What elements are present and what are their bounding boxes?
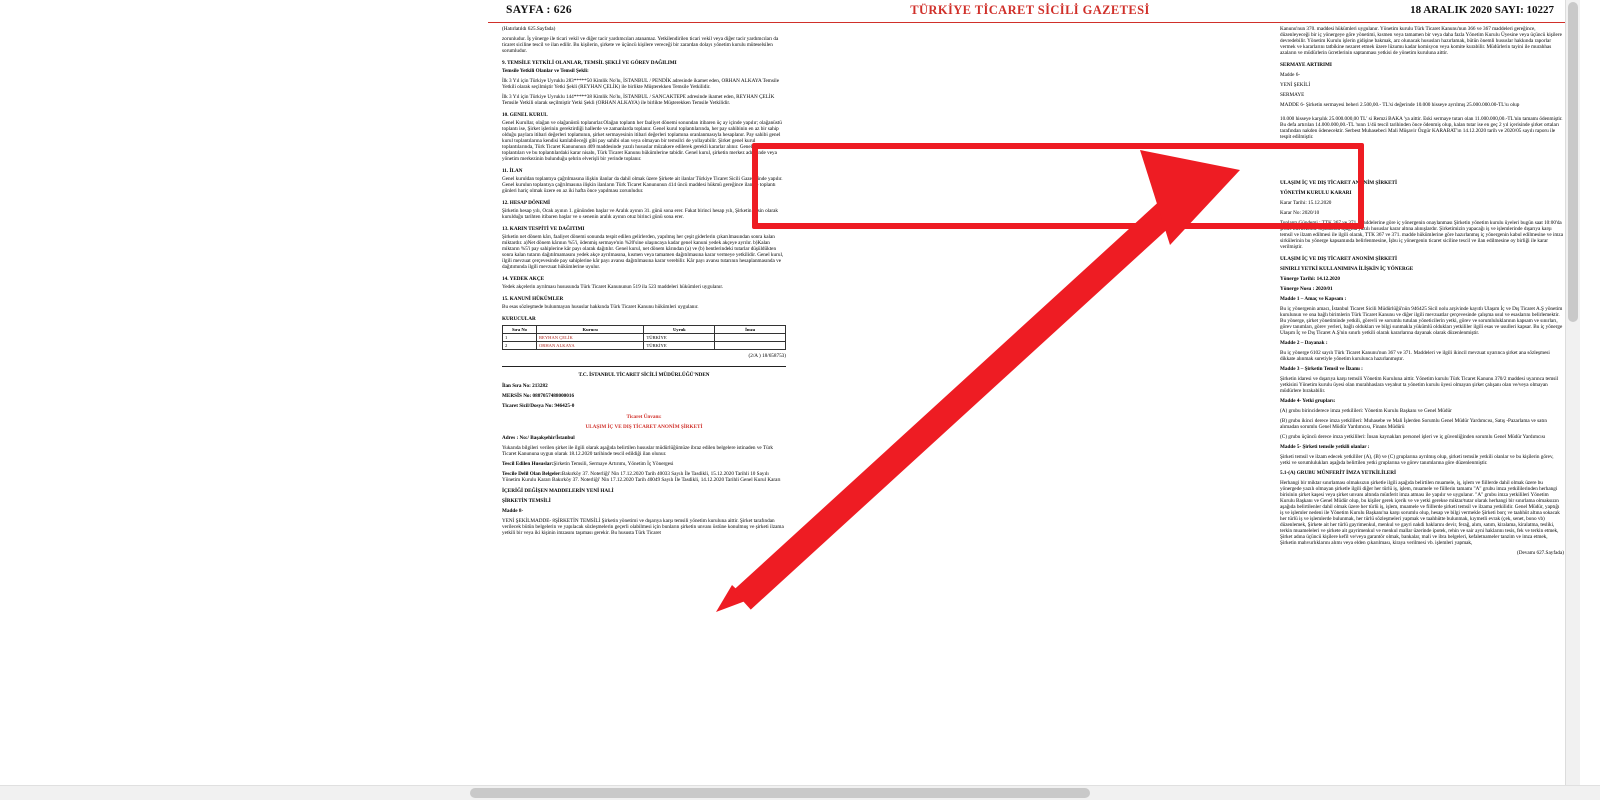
article-5-title: Madde 5- Şirketi temsile yetkili olanlar : bbox=[1280, 444, 1370, 450]
new-form-label: YENİ ŞEKİLİ bbox=[1280, 82, 1311, 88]
section-10-title: 10. GENEL KURUL bbox=[502, 112, 548, 118]
section-12-p1: Şirketin hesap yılı, Ocak ayının 1. gününden başlar ve Aralık ayının 31. günü sona erer. Fakat birinci hesap yılı, Şirketin kesin olarak kurulduğu tarihten itibaren başlar ve o senenin aralık ayının otuz birinci günü sona erer. bbox=[502, 208, 779, 220]
cell-imza bbox=[715, 342, 786, 350]
th-kurucu: Kurucu bbox=[536, 326, 644, 334]
ticaret-sicil-no: Ticaret Sicil/Dosya No: 946425-0 bbox=[502, 403, 575, 409]
article-1-text: Bu iç yönergenin amacı, İstanbul Ticaret Sicili Müdürlüğü'nün 946425 Sicil nolu arşivinde kayıtlı Ulaşım İç ve Dış Ticaret A.Ş yönetim kurulunun ve ona bağlı birimlerin Türk Ticaret Kanunu ve diğer ilgili mevzuatlar çerçevesinde çalışma usul ve esaslarını belirlemektir. Bu yönerge, şirket yönetiminde yetkili, görevli ve sorumlu tutulan yöneticilerin yetki, görev ve sorumluluklarının kapsam ve sınırları, görev tanımları, görev yerleri, bağlı oldukları ve bilgi sunmakla yükümlü oldukları yetkililer ilgili esas ve usulleri kapsar. Bu iç yönerge Ulaşım İç ve Dış Ticaret A.Ş'nin sınırlı yetkili olarak kararlarına dayanak olarak düzenlenmiştir. bbox=[1280, 306, 1563, 336]
founders-title: KURUCULAR bbox=[502, 316, 536, 322]
cell-imza bbox=[715, 334, 786, 342]
section-9-p1: İlk 3 Yıl için Türkiye Uyruklu 283*****50 Kimlik No'lu, İSTANBUL / PENDİK adresinde ikamet eden, ORHAN ALKAYA Temsile Yetkili olarak seçilmiştir Yetki Şekli (REYHAN ÇELİK) ile birlikte Müşterekken Temsile Yetkilidir. bbox=[502, 78, 780, 90]
resolution-body: Toplantı Gündemi : TTK 367 ve 371. Maddelerine göre iç yönergenin onaylanması Şirketin yönetim kurulu üyeleri bugün saat 10:00'da şirket merkezinde toplanarak aşağıda yazılı hususlar karar altına alınışlardır. Şirketimizin yapacağı iş ve işlemlerinde dışarıya karşı temsil ve ilzam edilmesi ile ilgili olarak, TTK 367 ve 371. madde hükümlerine göre hazırlanmış iç yönergenin kabul edilmesine ve imza sirkülerinin bu yönerge kapsamında belirlenmesine, İşbu iç yönergenin ticaret siciline tescil ve ilan edilmesine oy birliği ile karar verilmiştir. bbox=[1280, 220, 1564, 250]
section-15-p1: Bu esas sözleşmede bulunmayan hususlar hakkında Türk Ticaret Kanunu hükümleri uygulanır. bbox=[502, 304, 699, 310]
section-11-title: 11. İLAN bbox=[502, 168, 523, 174]
ilan-sira-no: İlan Sıra No: 213282 bbox=[502, 383, 548, 389]
registry-office-title: T.C. İSTANBUL TİCARET SİCİLİ MÜDÜRLÜĞÜ'NDEN bbox=[578, 372, 710, 378]
evidence-docs-label: Tescile Delil Olan Belgeler: bbox=[502, 471, 562, 477]
article-5-1-title: 5.1-(A) GRUBU MÜNFERİT İMZA YETKİLİLERİ bbox=[1280, 470, 1397, 476]
highlighted-capital-paragraph: 10.000 hisseye karşılık 25.000.000,00 TL' si Remzi BAKA 'ya aittir. Eski sermaye tutarı olan 11.000.000,00.-TL'nin tamamı ödenmiştir. Bu defa artırılan 14.000.000,00.-TL 'nınn 1/4ü tescil tarihinden önce ödenmiş olup, kalan tutar ise en geç 2 yıl içerisinde şirket ortaları tarafından nakden ödenecektir. Serbest Muhasebeci Mali Müşavir Özgür KARABAT'ın 14.12.2020 tarih ve 2020/05 sayılı raporu ile tespit edilmiştir. bbox=[1280, 116, 1563, 140]
section-13-p1: Şirketin net dönem kârı, faaliyet dönemi sonunda tespit edilen gelirlerden, yapılmış her çeşit giderlerin çıkarılmasından sonra kalan miktardır. a)Net dönem kârının %5'i, ödenmiş sermaye'nin %20'sine ulaşıncaya kadar genel kanuni yedek akçeye ayrılır. b)Kalan miktarın %5'i pay sahiplerine kâr payı olarak dağıtılır. Genel kurul, net dönem kârından (a) ve (b) bentlerindeki tutarlar düşüldükten sonra kalan tutarın dağıtılmamasını yedek akçe ayrılmasına, kısmen veya tamamen dağıtılmasına karar vermeye yetkilidir. Genel kurul, ilgili mevzuat çerçevesinde pay sahiplerine kâr payı avansı dağıtılmasına karar verebilir. Kâr payı avansı tutarının hesaplanmasında ve dağıtımında ilgili mevzuat hükümlerine uyulur. bbox=[502, 234, 784, 270]
address-label: Adres : No:/ Başakşehir/İstanbul bbox=[502, 435, 575, 441]
vertical-scrollbar[interactable] bbox=[1565, 0, 1580, 786]
section-11-p1: Genel kuruldan toplantıya çağrılmasına ilişkin ilanlar da dahil olmak üzere Şirkete ait ilanlar Türkiye Ticaret Sicili Gazetesinde yapılır. Genel kurulun toplantıya çağrılmasına ilişkin ilanların Türk Ticaret Kanununun 414 üncü maddesi hükmü gereğince ilan ve toplantı günleri hariç olmak üzere en az iki hafta önce yapılması zorunludur. bbox=[502, 176, 783, 194]
registered-matters-value: Şirketin Temsili, Sermaye Artırımı, Yönetim İç Yönergesi bbox=[553, 461, 674, 467]
gazette-title: TÜRKİYE TİCARET SİCİLİ GAZETESİ bbox=[910, 3, 1150, 17]
resolution-date: Karar Tarihi: 15.12.2020 bbox=[1280, 200, 1332, 206]
left-intro-paragraph: zorunludur. İş yönerge ile ticari vekil ve diğer tacir yardımcıları atanamaz. Yetkilendirilen ticari vekil veya diğer tacir yardımcıları da ticaret siciline tescil ve ilan edilir. Bu kişilerin, şirkete ve üçüncü kişilere vereceği bir zarardan dolayı yönetim kurulu müteselsilen sorumludur. bbox=[502, 36, 779, 54]
founders-table bbox=[502, 325, 786, 350]
page-number-label: SAYFA : 626 bbox=[506, 4, 572, 16]
gazette-header bbox=[488, 2, 1572, 23]
horizontal-scrollbar[interactable] bbox=[0, 785, 1600, 800]
cell-sira: 1 bbox=[503, 334, 537, 342]
capital-increase-title: SERMAYE ARTIRIMI bbox=[1280, 62, 1332, 68]
cell-kurucu: ORHAN ALKAYA bbox=[536, 342, 644, 350]
changed-articles-title: İÇERİĞİ DEĞİŞEN MADDELERİN YENİ HALİ bbox=[502, 488, 614, 494]
column-divider bbox=[502, 366, 786, 367]
footer-code: (2/A ) 18/658753) bbox=[748, 353, 786, 359]
section-12-title: 12. HESAP DÖNEMİ bbox=[502, 200, 550, 206]
section-9-p2: İlk 3 Yıl için Türkiye Uyruklu 144*****38 Kimlik No'lu, İSTANBUL / SANCAKTEPE adresinde ikamet eden, REYHAN ÇELİK Temsile Yetkili olarak seçilmiştir Yetki Şekli (ORHAN ALKAYA) ile birlikte Müşterekken Temsile Yetkilidir. bbox=[502, 94, 775, 106]
resolution-number: Karar No: 2020/10 bbox=[1280, 210, 1320, 216]
mersis-no: MERSİS No: 0887057488000016 bbox=[502, 393, 575, 399]
article-5-1-text: Herhangi bir miktar sınırlaması olmaksızın şirketle ilgili aşağıda belirtilen muamele, iş, işlem ve fiillerde dahil olmak üzere bu yönergede yazılı olmayan şirketle ilgili diğer her türlü iş, işlem, muamele ve fiillerin tamamı "A" grubu imza yetkililerinden herhangi birisinin şirket kaşesi veya şirket unvanı altında münferit imza atması ile yapılır ve uygulanır. "A" grubu imza yetkilileri Yönetim Kurulu Başkanı ve Genel Müdür olup, bu kişiler gerek içerik ve ve yetki gerekse miktar/tutar olarak herhangi bir sınırlama olmaksızın aşağıda belirtilenler dahil olmak üzere her türlü iş, işlem, muamele ve fiillerde şirketi temsil ve ilzama yetkilidir. Genel Müdür, yaptığı iş ve işlemler nedeni ile Yönetim Kurulu Başkanı'na karşı sorumlu olup, hesap ve bilgi vermekle Şirketi borç ve taahhüt altına sokacak her türlü iş ve işlemlerde bulunmak, her türlü sözleşmeleri yapmak ve taahhütte bulunmak, kıymetli evrak (çek, senet, bono vb) düzenlemek, Şirkete ait her türlü gayrimenkul, menkul ve gayri nakdi haklarını devir, ferağ, alım, satım, kiralama, kiralatma, tesliki, terkin muameleleri ve şirkete ait gayrimenkul ve menkul mallar üzerinde ipotek, rehin ve sair ayni haklarını tesis, fek ve terkin etmek, Şirket adına üçüncü kişilere kefil ve/veya garantör olmak, bankalar, mali ve ibra belgeleri, kefaletnameler tanzim ve imza etmek, Şirketin mahvurlıklarını alımı veya elden çıkarılması, kiraya verilmesi vb. işlemleri yapmak, bbox=[1280, 480, 1560, 546]
article-4-group-c: (C) grubu üçüncü derece imza yetkilileri: İnsan kaynakları personel işleri ve iç güvenliğinden sorumlu Genel Müdür Yardımcısı bbox=[1280, 434, 1546, 440]
article-6-text: MADDE 6- Şirketin sermayesi beheri 2.500,00.- TL'si değerinde 10.000 hisseye ayrılmış 25.000.000.00-TL'sı olup bbox=[1280, 102, 1520, 108]
article-5-text: Şirketi temsil ve ilzam edecek yetkililer (A), (B) ve (C) gruplarına ayrılmış olup, şirketi temsile yetkili olanlar ve bu kişilerin görev, yetki ve sorumlulukları aşağıda belirtilen yetki gruplarına ve görev tanımlarına göre düzenlenmiştir. bbox=[1280, 454, 1554, 466]
article-8-new-text: YENİ ŞEKİLMADDE- 8ŞİRKETİN TEMSİLİ Şirketin yönetimi ve dışarıya karşı temsili yönetim kuruluna aittir. Şirket tarafından verilecek bütün belgelerin ve yapılacak sözleşmelerin geçerli olabilmesi için bunların şirketin unvanı üstüne konulmuş ve şirketi ilzama yetkili bir veya iki kişinin imzasını taşıması gerekir. Bu hususta Türk Ticaret bbox=[502, 518, 784, 536]
article-4-title: Madde 4- Yetki grupları: bbox=[1280, 398, 1336, 404]
table-row bbox=[503, 334, 786, 342]
cell-kurucu: REYHAN ÇELİK bbox=[536, 334, 644, 342]
table-row bbox=[503, 342, 786, 350]
cell-uyruk: TÜRKİYE bbox=[644, 342, 715, 350]
section-14-title: 14. YEDEK AKÇE bbox=[502, 276, 545, 282]
gazette-page bbox=[480, 0, 1580, 786]
directive-date: Yönerge Tarihi: 14.12.2020 bbox=[1280, 276, 1340, 282]
section-10-p1: Genel Kurullar, olağan ve olağanüstü toplanırlar.Olağan toplantı her faaliyet dönemi sonundan itibaren üç ay içinde yapılır; olağanüstü toplantı ise, Şirket işlerinin gerektirdiği hallerde ve zamanlarda toplanır. Genel kurul toplantılarında, her pay sahibinin en az bir sahip olduğu paylara itibari değerleri toplamının, şirket sermayesinin itibari değerleri toplamına oranlanmasıyla hesaplanır. Pay sahibi genel kurul toplantılarına kendisi katılabileceği gibi pay sahibi olan veya olmayan bir temsilci de yollayabilir. Şirket genel kurul toplantılarında, Türk Ticaret Kanununun 409 maddesinde yazılı hususlar müzakere edilerek gerekli kararlar alınır. Genel kurul toplantıları ve bu toplantılardaki karar nisabı, Türk Ticaret Kanunu hükümlerine tabidir. Genel kurul, şirketin merkez adresinde veya yönetim merkezinin bulunduğu şehrin elverişli bir yerinde toplanır. bbox=[502, 120, 782, 162]
company-representation-title: ŞİRKETİN TEMSİLİ bbox=[502, 498, 551, 504]
vertical-scrollbar-thumb[interactable] bbox=[1568, 2, 1578, 322]
article-2-text: Bu iç yönerge 6102 sayılı Türk Ticaret Kanunu'nun 367 ve 371. Maddeleri ve ilgili ikincil mevzuat uyarınca şirket ana sözleşmesi dikkate alınmak suretiyle yönetim kurulunca hazırlanmıştır. bbox=[1280, 350, 1550, 362]
right-column bbox=[1280, 26, 1564, 560]
article-6-label: Madde 6- bbox=[1280, 72, 1301, 78]
trade-name-value: ULAŞIM İÇ VE DIŞ TİCARET ANONİM ŞİRKETİ bbox=[585, 424, 703, 430]
article-8-label: Madde 8- bbox=[502, 508, 524, 514]
continued-to-note: (Devamı 627.Sayfada) bbox=[1517, 550, 1564, 556]
cell-uyruk: TÜRKİYE bbox=[644, 334, 715, 342]
gazette-date-issue: 18 ARALIK 2020 SAYI: 10227 bbox=[1410, 4, 1554, 16]
article-3-title: Madde 3 – Şirketin Temsil ve İlzamı : bbox=[1280, 366, 1363, 372]
th-imza: İmza bbox=[715, 326, 786, 334]
article-2-title: Madde 2 – Dayanak : bbox=[1280, 340, 1328, 346]
section-14-p1: Yedek akçelerin ayrılması hususunda Türk Ticaret Kanununun 519 ila 523 maddeleri hükümleri uygulanır. bbox=[502, 284, 724, 290]
section-9-subtitle: Temsile Yetkili Olanlar ve Temsil Şekli: bbox=[502, 68, 589, 74]
right-intro-paragraph: Kanunu'nun 370. maddesi hükümleri uygulanır. Yönetim kurulu Türk Ticaret Kanunu'nun 366 ve 367 maddeleri gereğince, düzenleyeceği bir iç yönergeye göre yönetimi, kısmen veya tamamen bir veya daha fazla Yönetim Kurulu Üyesine veya üçüncü kişilere devredebilir. Yönetim Kurulu işlerin gidişine bakmak, arz olunacak hususları hazırlamak, bütün önemli hususlar hakkında raporlar vermek ve kararlarını tatbikine nezaret etmek üzere lüzumu kadar komisyon veya komite kurabilir. Müdürlerin tayini ile murahhas azaların ve müdürlerin ücretlerinin saptanması yetkisi de yönetim kuruluna aittir. bbox=[1280, 26, 1562, 56]
horizontal-scrollbar-thumb[interactable] bbox=[470, 788, 1090, 798]
continued-from-note: (Hatırlatıldı 625.Sayfada) bbox=[502, 26, 556, 32]
left-column bbox=[502, 26, 786, 540]
evidence-docs-value: Bakırköy 37. Noterliği' Nin 17.12.2020 Tarih 40033 Sayılı İle Tasdikli, 15.12.2020 Tarihli 10 Sayılı Yönetim Kurulu Kararı Bakırköy 37. Noterliği' Nin 17.12.2020 Tarih 40049 Sayılı İle Tasdikli, 14.12.2020 Tarihli Genel Kurul Kararı bbox=[502, 471, 781, 483]
board-resolution-subtitle: YÖNETİM KURULU KARARI bbox=[1280, 190, 1352, 196]
article-1-title: Madde 1 – Amaç ve Kapsam : bbox=[1280, 296, 1347, 302]
board-resolution-company: ULAŞIM İÇ VE DIŞ TİCARET ANONİM ŞİRKETİ bbox=[1280, 180, 1398, 186]
th-sira: Sıra No bbox=[503, 326, 537, 334]
section-15-title: 15. KANUNİ HÜKÜMLER bbox=[502, 296, 564, 302]
article-4-group-a: (A) grubu birinciderece imza yetkilileri: Yönetim Kurulu Başkanı ve Genel Müdür bbox=[1280, 408, 1452, 414]
section-9-title: 9. TEMSİLE YETKİLİ OLANLAR, TEMSİL ŞEKLİ VE GÖREV DAĞILIMI bbox=[502, 60, 677, 66]
table-header-row bbox=[503, 326, 786, 334]
address-paragraph: Yukarıda bilgileri verilen şirket ile ilgili olarak aşağıda belirtilen hususlar müdürlüğümüze ibraz edilen belgelere istinaden ve Türk Ticaret Kanununa uygun olarak 18.12.2020 tarihinde tescil edildiği ilan olunur. bbox=[502, 445, 774, 457]
internal-directive-company: ULAŞIM İÇ VE DIŞ TİCARET ANONİM ŞİRKETİ bbox=[1280, 256, 1398, 262]
capital-label: SERMAYE bbox=[1280, 92, 1305, 98]
section-13-title: 13. KARIN TESPİTİ VE DAĞITIMI bbox=[502, 226, 585, 232]
article-3-text: Şirketin idaresi ve dışarıya karşı temsili Yönetim Kuruluna aittir. Yönetim kurulu Türk Ticaret Kanunu 370/2 maddesi uyarınca temsil yetkisini Yönetim kurulu üyesi olan murahhaslara veyahut ta yönetim kurulu üyesi olmayan şirket çalışanı olan ve/veya olmayan müdürlere bırakabilir. bbox=[1280, 376, 1559, 394]
internal-directive-subtitle: SINIRLI YETKİ KULLANIMINA İLİŞKİN İÇ YÖNERGE bbox=[1280, 266, 1414, 272]
th-uyruk: Uyruk bbox=[644, 326, 715, 334]
trade-name-label: Ticaret Ünvanı: bbox=[626, 414, 662, 420]
directive-number: Yönerge Nosu : 2020/01 bbox=[1280, 286, 1333, 292]
cell-sira: 2 bbox=[503, 342, 537, 350]
article-4-group-b: (B) grubu ikinci derece imza yetkilileri: Muhasebe ve Mali İşlerden Sorumlu Genel Müdür Yardımcısı, Satış -Pazarlama ve satın alımadan sorumlu Genel Müdür Yardımcısı, Finans Müdürü bbox=[1280, 418, 1547, 430]
registered-matters-label: Tescil Edilen Hususlar: bbox=[502, 461, 554, 467]
